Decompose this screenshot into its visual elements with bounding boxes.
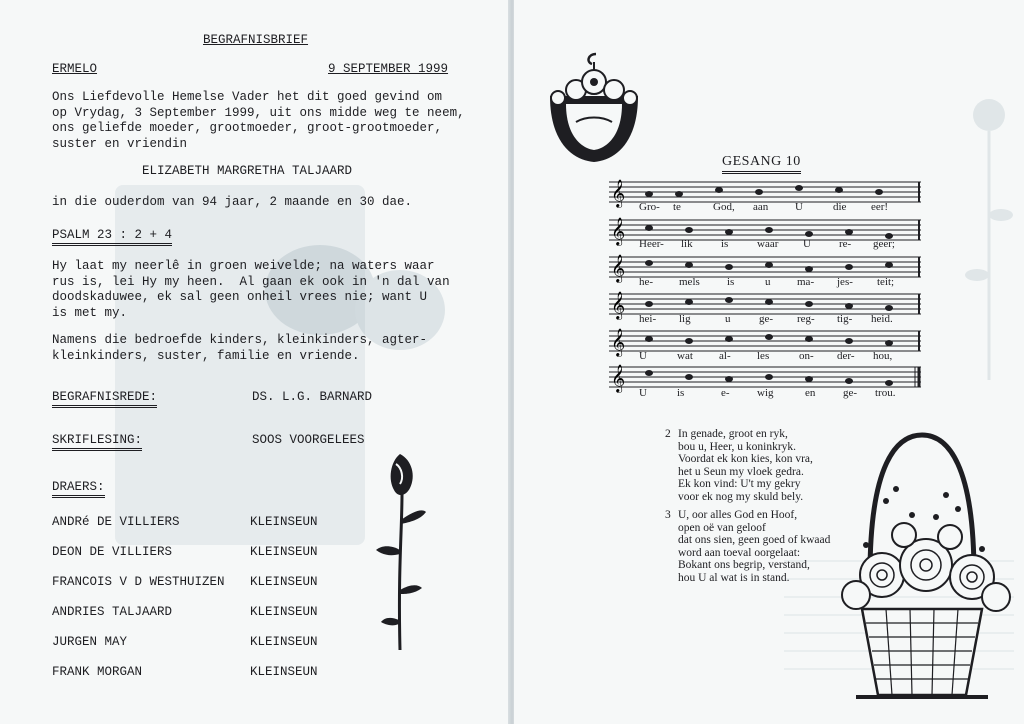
lyric-syllable: hei- (639, 313, 657, 325)
lyric-syllable: is (677, 387, 685, 399)
bearer-name: DEON DE VILLIERS (52, 545, 173, 559)
lyric-syllable: lig (679, 313, 691, 325)
lyric-syllable: God, (713, 201, 735, 213)
lyric-syllable: wig (757, 387, 774, 399)
bearer-relation: KLEINSEUN (250, 575, 318, 589)
bearer-relation: KLEINSEUN (250, 515, 318, 529)
lyric-syllable: Gro- (639, 201, 660, 213)
lyric-syllable: teit; (877, 276, 895, 288)
bearer-relation: KLEINSEUN (250, 635, 318, 649)
intro-paragraph: Ons Liefdevolle Hemelse Vader het dit goed gevind om op Vrydag, 3 September 1999, uit ons midde weg te neem, ons geliefde moeder, grootmoeder, groot-grootmoeder, suster en vriendin (52, 90, 465, 151)
rose-stem-icon (372, 450, 432, 660)
lyric-syllable: u (765, 276, 771, 288)
lyric-line-5 (609, 350, 921, 364)
lyric-line-1 (609, 201, 921, 215)
svg-text:𝄞: 𝄞 (611, 179, 626, 207)
lyric-line-4 (609, 313, 921, 327)
svg-text:𝄞: 𝄞 (611, 364, 626, 392)
lyric-syllable: he- (639, 276, 654, 288)
lyric-syllable: hou, (873, 350, 893, 362)
lyric-syllable: e- (721, 387, 730, 399)
lyric-syllable: die (833, 201, 847, 213)
ghost-rose-icon (959, 95, 1019, 385)
left-page (0, 0, 510, 724)
letter-date: 9 SEPTEMBER 1999 (328, 62, 449, 76)
verse-text: In genade, groot en ryk, bou u, Heer, u koninkryk. Voordat ek kon kies, kon vra, het u Seun my vloek gedra. Ek kon vind: U't my gekry voor ek nog my skuld bely. (678, 428, 813, 503)
lyric-syllable: te (673, 201, 681, 213)
lyric-line-6 (609, 387, 921, 401)
lyric-syllable: wat (677, 350, 693, 362)
hymn-title: GESANG 10 (722, 154, 801, 174)
svg-text:𝄞: 𝄞 (611, 217, 626, 245)
lyric-syllable: trou. (875, 387, 896, 399)
family-paragraph: Namens die bedroefde kinders, kleinkinders, agter- kleinkinders, suster, familie en vriende. (52, 333, 428, 363)
bearer-relation: KLEINSEUN (250, 665, 318, 679)
lyric-syllable: en (805, 387, 816, 399)
lyric-syllable: ma- (797, 276, 815, 288)
bearer-relation: KLEINSEUN (250, 605, 318, 619)
svg-text:𝄞: 𝄞 (611, 291, 626, 319)
lyric-syllable: ge- (759, 313, 774, 325)
svg-text:𝄞: 𝄞 (611, 328, 626, 356)
document-title: BEGRAFNISBRIEF (203, 33, 309, 47)
lyric-line-2 (609, 238, 921, 252)
deceased-name: ELIZABETH MARGRETHA TALJAARD (142, 164, 353, 178)
lyric-syllable: tig- (837, 313, 853, 325)
lyric-syllable: re- (839, 238, 852, 250)
bearer-name: FRANK MORGAN (52, 665, 143, 679)
verse-number: 3 (665, 509, 671, 521)
lyric-syllable: al- (719, 350, 731, 362)
psalm-reference: PSALM 23 : 2 + 4 (52, 228, 172, 246)
lyric-syllable: is (721, 238, 729, 250)
lyric-syllable: U (639, 387, 647, 399)
lyric-line-3 (609, 276, 921, 290)
verse-text: U, oor alles God en Hoof, open oë van geloof dat ons sien, geen goed of kwaad word aan toeval oorgelaat: Bokant ons begrip, verstand, hou U al wat is in stand. (678, 509, 831, 584)
bearer-name: FRANCOIS V D WESTHUIZEN (52, 575, 225, 589)
lyric-syllable: jes- (837, 276, 853, 288)
lyric-syllable: u (725, 313, 731, 325)
lyric-syllable: Heer- (639, 238, 664, 250)
lyric-syllable: der- (837, 350, 855, 362)
lyric-syllable: les (757, 350, 770, 362)
lyric-syllable: U (795, 201, 803, 213)
bearers-label: DRAERS: (52, 480, 105, 498)
sermon-label: BEGRAFNISREDE: (52, 390, 157, 408)
place: ERMELO (52, 62, 98, 76)
psalm-text: Hy laat my neerlê in groen weivelde; na waters waar rus is, lei Hy my heen. Al gaan ek ook in 'n dal van doodskaduwee, ek sal geen onheil vrees nie; want U is met my. (52, 259, 450, 320)
reading-label: SKRIFLESING: (52, 433, 142, 451)
lyric-syllable: geer; (873, 238, 895, 250)
lyric-syllable: waar (757, 238, 779, 250)
lyric-syllable: heid. (871, 313, 893, 325)
bearer-relation: KLEINSEUN (250, 545, 318, 559)
reading-value: SOOS VOORGELEES (252, 433, 365, 447)
lyric-syllable: reg- (797, 313, 815, 325)
sermon-value: DS. L.G. BARNARD (252, 390, 373, 404)
verse-number: 2 (665, 428, 671, 440)
lyric-syllable: aan (753, 201, 769, 213)
svg-text:𝄞: 𝄞 (611, 254, 626, 282)
bearer-name: ANDRé DE VILLIERS (52, 515, 180, 529)
lyric-syllable: lik (681, 238, 693, 250)
lyric-syllable: mels (679, 276, 700, 288)
lyric-syllable: is (727, 276, 735, 288)
bearer-name: JURGEN MAY (52, 635, 128, 649)
lyric-syllable: on- (799, 350, 814, 362)
lyric-syllable: U (803, 238, 811, 250)
bearer-name: ANDRIES TALJAARD (52, 605, 173, 619)
lyric-syllable: ge- (843, 387, 858, 399)
flower-basket-icon (826, 425, 1018, 707)
lyric-syllable: U (639, 350, 647, 362)
age-line: in die ouderdom van 94 jaar, 2 maande en 30 dae. (52, 195, 413, 209)
umbrella-ornament-icon (536, 52, 648, 167)
lyric-syllable: eer! (871, 201, 889, 213)
